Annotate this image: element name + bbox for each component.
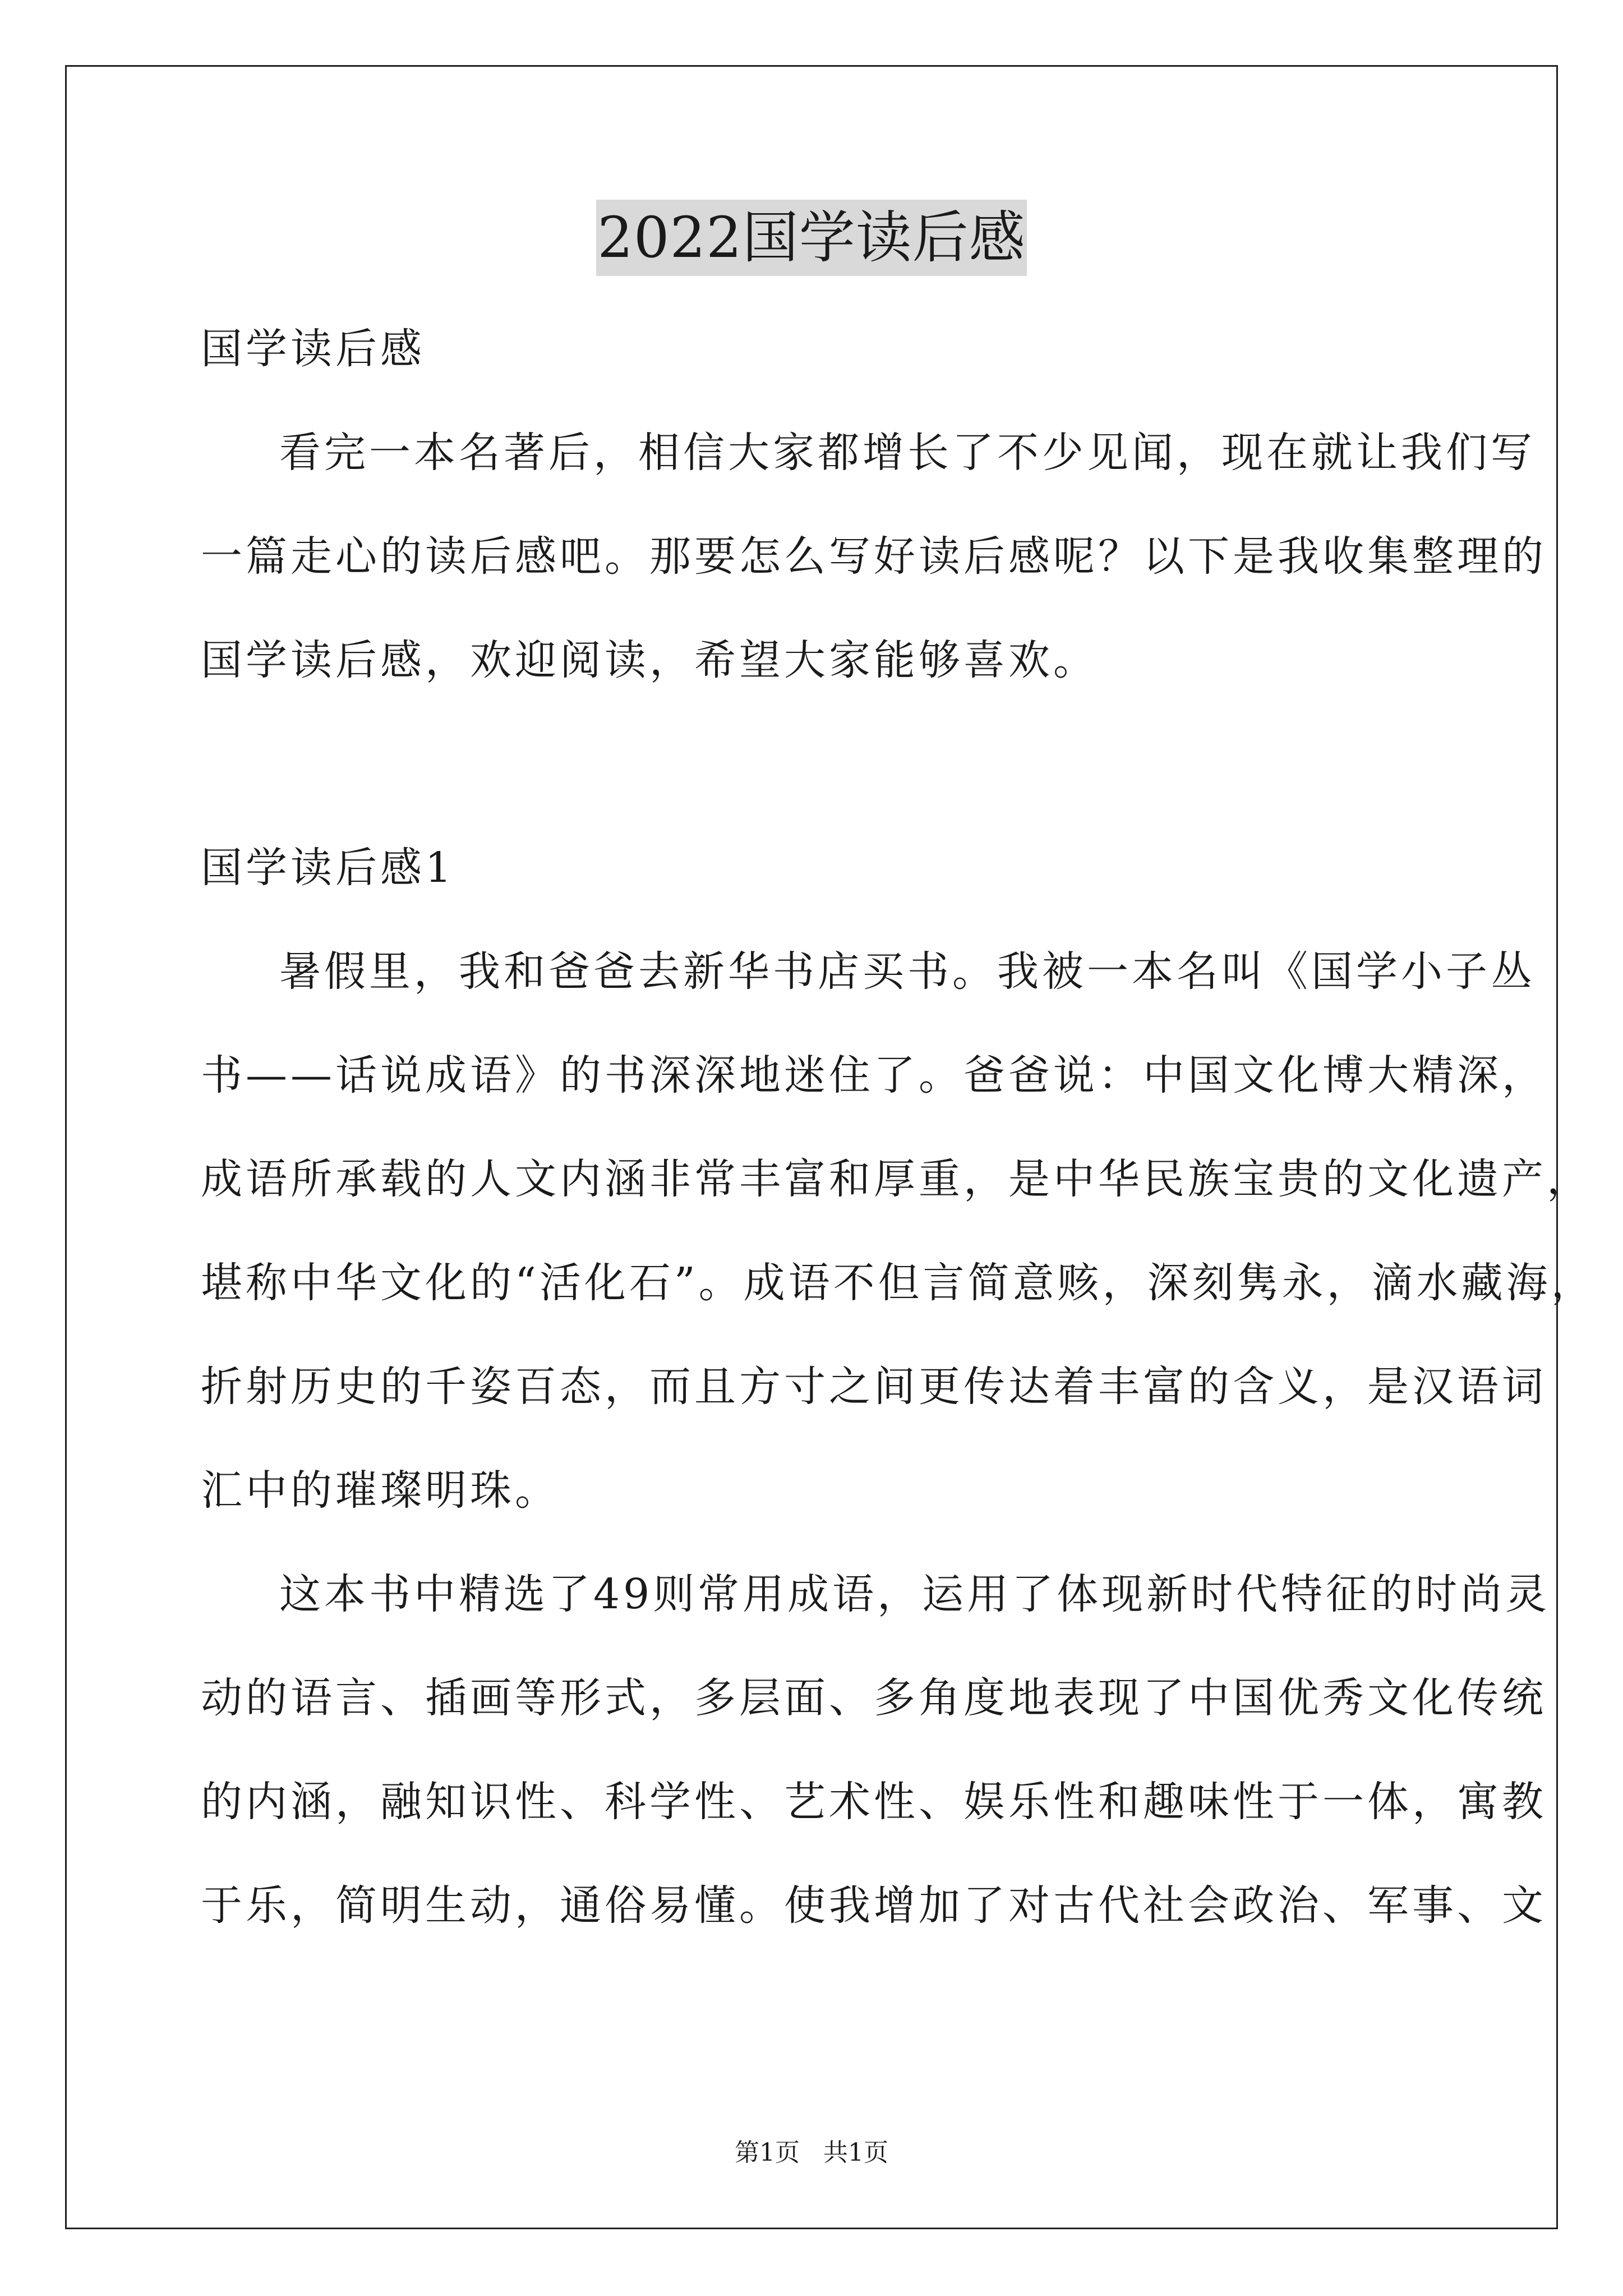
section-heading: 国学读后感1 xyxy=(201,844,455,892)
paragraph-line: 动的语言、插画等形式，多层面、多角度地表现了中国优秀文化传统 xyxy=(201,1674,1547,1722)
intro-line: 国学读后感，欢迎阅读，希望大家能够喜欢。 xyxy=(201,636,1098,684)
intro-line: 看完一本名著后，相信大家都增长了不少见闻，现在就让我们写 xyxy=(279,429,1536,477)
paragraph-line: 成语所承载的人文内涵非常丰富和厚重，是中华民族宝贵的文化遗产， xyxy=(201,1155,1592,1203)
title-container xyxy=(0,200,1623,276)
paragraph-line: 于乐，简明生动，通俗易懂。使我增加了对古代社会政治、军事、文 xyxy=(201,1881,1547,1930)
page-number: 第1页 xyxy=(735,2138,800,2167)
paragraph-line: 这本书中精选了49则常用成语，运用了体现新时代特征的时尚灵 xyxy=(279,1570,1551,1618)
paragraph-line: 堪称中华文化的“活化石”。成语不但言简意赅，深刻隽永，滴水藏海， xyxy=(201,1259,1596,1307)
paragraph-line: 暑假里，我和爸爸去新华书店买书。我被一本名叫《国学小子丛 xyxy=(279,947,1536,996)
page-total: 共1页 xyxy=(823,2138,888,2167)
paragraph-line: 汇中的璀璨明珠。 xyxy=(201,1466,560,1515)
paragraph-line: 折射历史的千姿百态，而且方寸之间更传达着丰富的含义，是汉语词 xyxy=(201,1363,1547,1411)
paragraph-line: 的内涵，融知识性、科学性、艺术性、娱乐性和趣味性于一体，寓教 xyxy=(201,1778,1547,1826)
intro-line: 一篇走心的读后感吧。那要怎么写好读后感呢？以下是我收集整理的 xyxy=(201,532,1547,581)
spacer xyxy=(201,712,1435,816)
page-footer xyxy=(0,2136,1623,2170)
document-body xyxy=(201,297,1596,1958)
paragraph-line: 书——话说成语》的书深深地迷住了。爸爸说：中国文化博大精深， xyxy=(201,1051,1547,1099)
heading: 国学读后感 xyxy=(201,325,425,373)
document-title: 2022国学读后感 xyxy=(596,200,1027,276)
